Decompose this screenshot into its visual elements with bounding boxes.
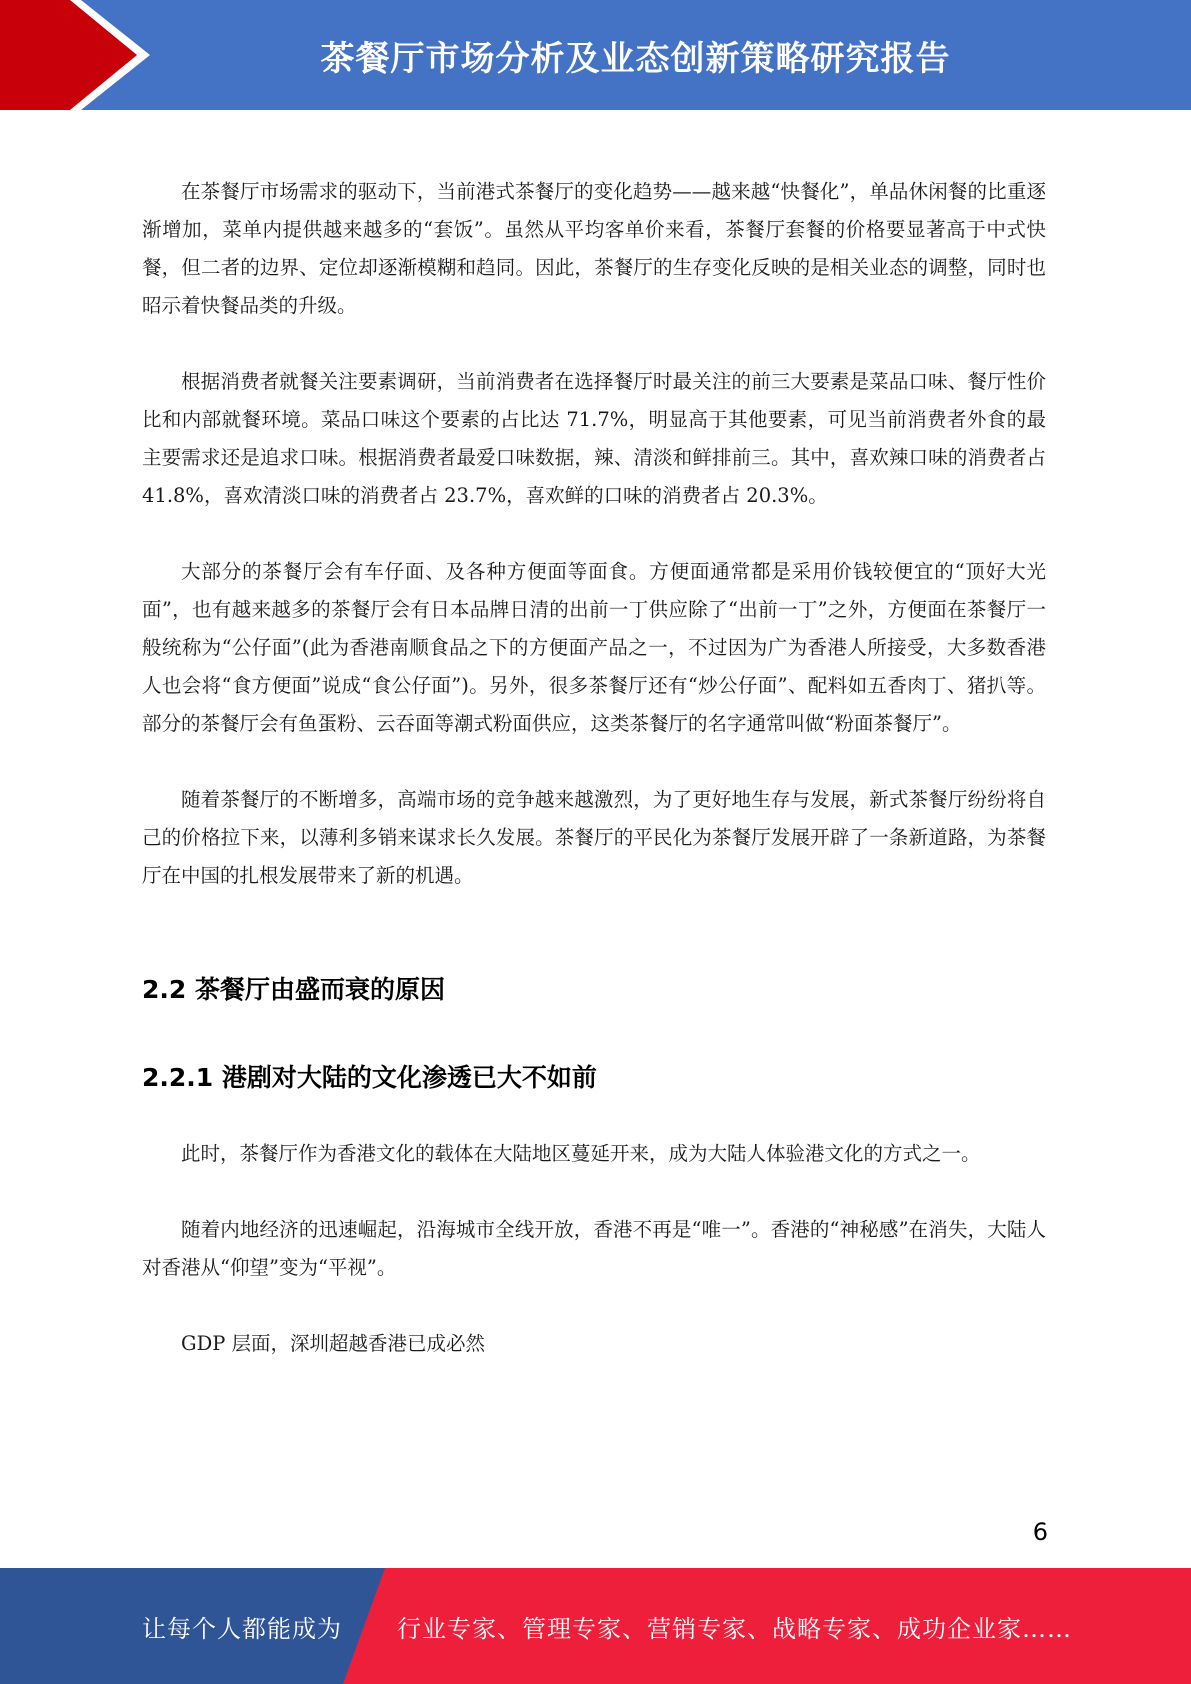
page-footer xyxy=(0,1568,1191,1684)
paragraph: 根据消费者就餐关注要素调研，当前消费者在选择餐厅时最关注的前三大要素是菜品口味、餐厅性价比和内部就餐环境。菜品口味这个要素的占比达 71.7%，明显高于其他要素，可见当前消费者外食的最主要需求还是追求口味。根据消费者最爱口味数据，辣、清淡和鲜排前三。其中，喜欢辣口味的消费者占 41.8%，喜欢清淡口味的消费者占 23.7%，喜欢鲜的口味的消费者占 20.3%。 xyxy=(142,370,1046,507)
paragraph: GDP 层面，深圳超越香港已成必然 xyxy=(181,1332,486,1355)
document-body xyxy=(142,173,1046,1363)
paragraph: 随着茶餐厅的不断增多，高端市场的竞争越来越激烈，为了更好地生存与发展，新式茶餐厅纷纷将自己的价格拉下来，以薄利多销来谋求长久发展。茶餐厅的平民化为茶餐厅发展开辟了一条新道路，为茶餐厅在中国的扎根发展带来了新的机遇。 xyxy=(142,788,1046,887)
header-red-arrow xyxy=(0,0,140,110)
paragraph: 此时，茶餐厅作为香港文化的载体在大陆地区蔓延开来，成为大陆人体验港文化的方式之一。 xyxy=(181,1142,981,1165)
subsection-heading: 2.2.1 港剧对大陆的文化渗透已大不如前 xyxy=(142,1063,597,1092)
report-title: 茶餐厅市场分析及业态创新策略研究报告 xyxy=(320,38,951,79)
footer-slogan-right: 行业专家、管理专家、营销专家、战略专家、成功企业家…… xyxy=(397,1614,1072,1643)
footer-slogan-left: 让每个人都能成为 xyxy=(142,1614,342,1643)
paragraph: 大部分的茶餐厅会有车仔面、及各种方便面等面食。方便面通常都是采用价钱较便宜的“顶好大光面”，也有越来越多的茶餐厅会有日本品牌日清的出前一丁供应除了“出前一丁”之外，方便面在茶餐厅一般统称为“公仔面”(此为香港南顺食品之下的方便面产品之一，不过因为广为香港人所接受，大多数香港人也会将“食方便面”说成“食公仔面”)。另外，很多茶餐厅还有“炒公仔面”、配料如五香肉丁、猪扒等。部分的茶餐厅会有鱼蛋粉、云吞面等潮式粉面供应，这类茶餐厅的名字通常叫做“粉面茶餐厅”。 xyxy=(142,560,1046,735)
paragraph: 在茶餐厅市场需求的驱动下，当前港式茶餐厅的变化趋势——越来越“快餐化”，单品休闲餐的比重逐渐增加，菜单内提供越来越多的“套饭”。虽然从平均客单价来看，茶餐厅套餐的价格要显著高于中式快餐，但二者的边界、定位却逐渐模糊和趋同。因此，茶餐厅的生存变化反映的是相关业态的调整，同时也昭示着快餐品类的升级。 xyxy=(142,180,1046,317)
section-heading: 2.2 茶餐厅由盛而衰的原因 xyxy=(142,975,445,1004)
paragraph: 随着内地经济的迅速崛起，沿海城市全线开放，香港不再是“唯一”。香港的“神秘感”在消失，大陆人对香港从“仰望”变为“平视”。 xyxy=(142,1218,1046,1279)
page-header xyxy=(0,0,1191,110)
page-number: 6 xyxy=(1032,1518,1048,1546)
